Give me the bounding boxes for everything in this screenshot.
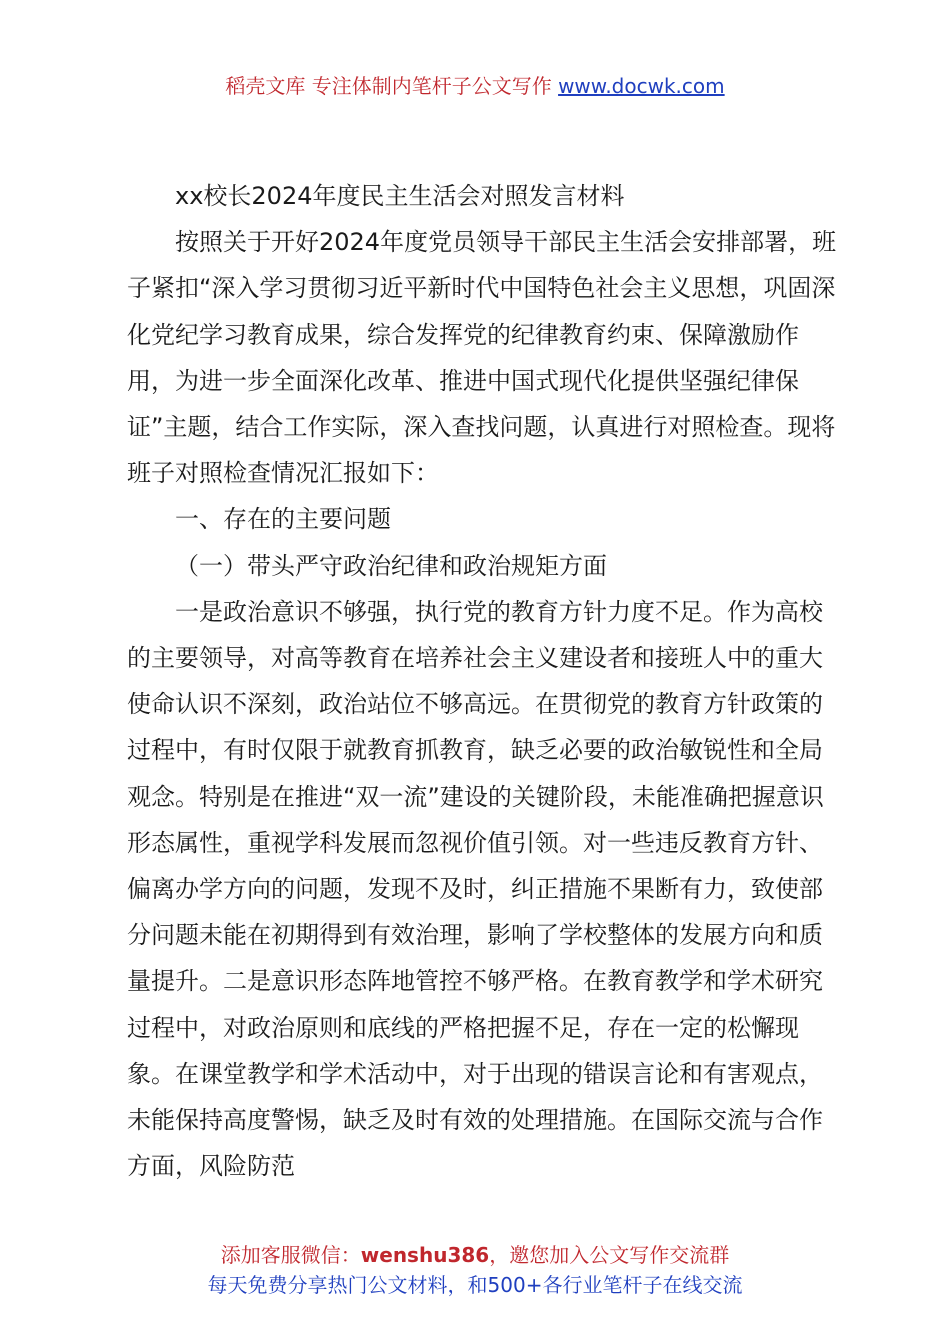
intro-paragraph: 按照关于开好2024年度党员领导干部民主生活会安排部署，班子紧扣“深入学习贯彻习近平新时代中国特色社会主义思想，巩固深化党纪学习教育成果，综合发挥党的纪律教育约束、保障激励作用，为进一步全面深化改革、推进中国式现代化提供坚强纪律保证”主题，结合工作实际，深入查找问题，认真进行对照检查。现将班子对照检查情况汇报如下： [127,228,837,488]
body-paragraph: 一是政治意识不够强，执行党的教育方针力度不足。作为高校的主要领导，对高等教育在培养社会主义建设者和接班人中的重大使命认识不深刻，政治站位不够高远。在贯彻党的教育方针政策的过程中，有时仅限于就教育抓教育，缺乏必要的政治敏锐性和全局观念。特别是在推进“双一流”建设的关键阶段，未能准确把握意识形态属性，重视学科发展而忽视价值引领。对一些违反教育方针、偏离办学方向的问题，发现不及时，纠正措施不果断有力，致使部分问题未能在初期得到有效治理，影响了学校整体的发展方向和质量提升。二是意识形态阵地管控不够严格。在教育教学和学术研究过程中，对政治原则和底线的严格把握不足，存在一定的松懈现象。在课堂教学和学术活动中，对于出现的错误言论和有害观点，未能保持高度警惕，缺乏及时有效的处理措施。在国际交流与合作方面，风险防范 [127,597,824,1181]
site-link[interactable]: www.docwk.com [558,74,725,98]
footer-contact-line [0,1240,950,1270]
footer-suffix: ，邀您加入公文写作交流群 [489,1243,730,1267]
page-header [0,70,950,99]
document-title: xx校长2024年度民主生活会对照发言材料 [175,182,625,210]
document-body [127,173,837,1189]
brand-tagline: 稻壳文库 专注体制内笔杆子公文写作 [225,74,559,98]
footer-prefix: 添加客服微信： [220,1243,361,1267]
page-footer [0,1240,950,1300]
section-heading: 一、存在的主要问题 [175,505,391,534]
footer-promo-line: 每天免费分享热门公文材料，和500+各行业笔杆子在线交流 [207,1273,743,1297]
wechat-id: wenshu386 [360,1243,490,1267]
subsection-heading: （一）带头严守政治纪律和政治规矩方面 [175,551,607,580]
